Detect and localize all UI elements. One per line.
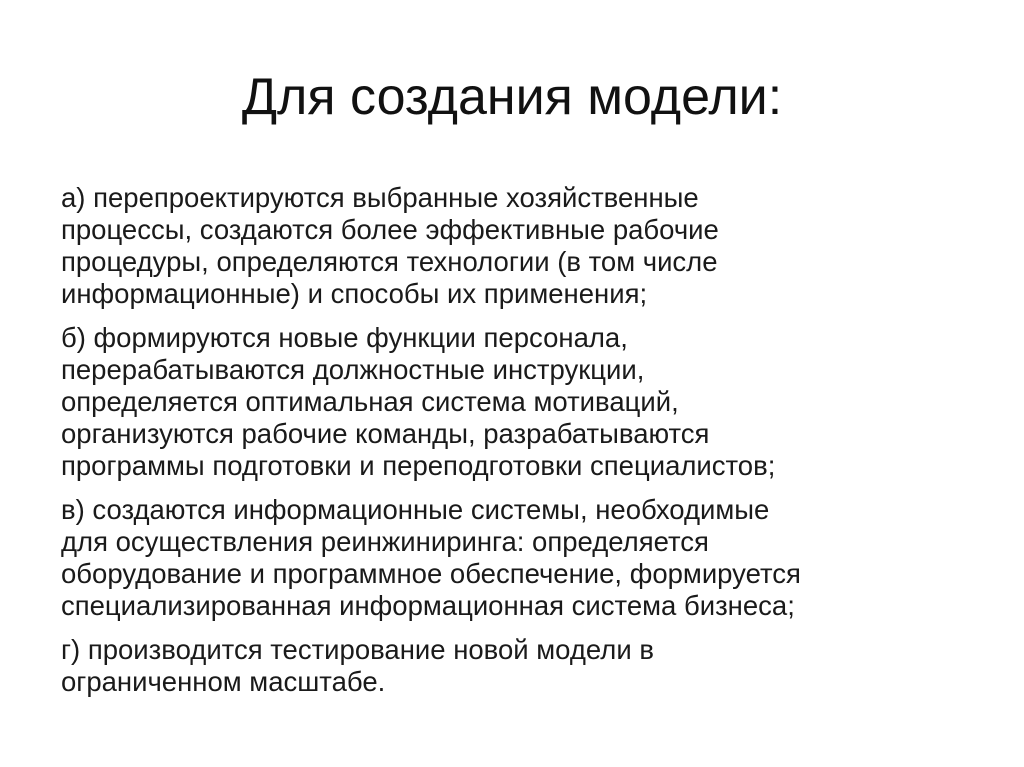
text-line: программы подготовки и переподготовки специалистов; — [61, 450, 776, 481]
paragraph-b — [61, 322, 961, 482]
text-line: а) перепроектируются выбранные хозяйственные — [61, 182, 699, 213]
text-line: г) производится тестирование новой модели в — [61, 634, 654, 665]
text-line: информационные) и способы их применения; — [61, 278, 648, 309]
text-line: оборудование и программное обеспечение, формируется — [61, 558, 801, 589]
text-line: процедуры, определяются технологии (в том числе — [61, 246, 718, 277]
text-line: процессы, создаются более эффективные рабочие — [61, 214, 719, 245]
paragraph-c — [61, 494, 961, 622]
slide-body — [61, 182, 961, 710]
text-line: определяется оптимальная система мотиваций, — [61, 386, 679, 417]
text-line: в) создаются информационные системы, необходимые — [61, 494, 770, 525]
text-line: для осуществления реинжиниринга: определяется — [61, 526, 709, 557]
text-line: специализированная информационная система бизнеса; — [61, 590, 795, 621]
slide-title: Для создания модели: — [241, 68, 783, 126]
text-line: б) формируются новые функции персонала, — [61, 322, 628, 353]
text-line: перерабатываются должностные инструкции, — [61, 354, 645, 385]
paragraph-d — [61, 634, 961, 698]
text-line: организуются рабочие команды, разрабатываются — [61, 418, 710, 449]
paragraph-a — [61, 182, 961, 310]
text-line: ограниченном масштабе. — [61, 666, 386, 697]
